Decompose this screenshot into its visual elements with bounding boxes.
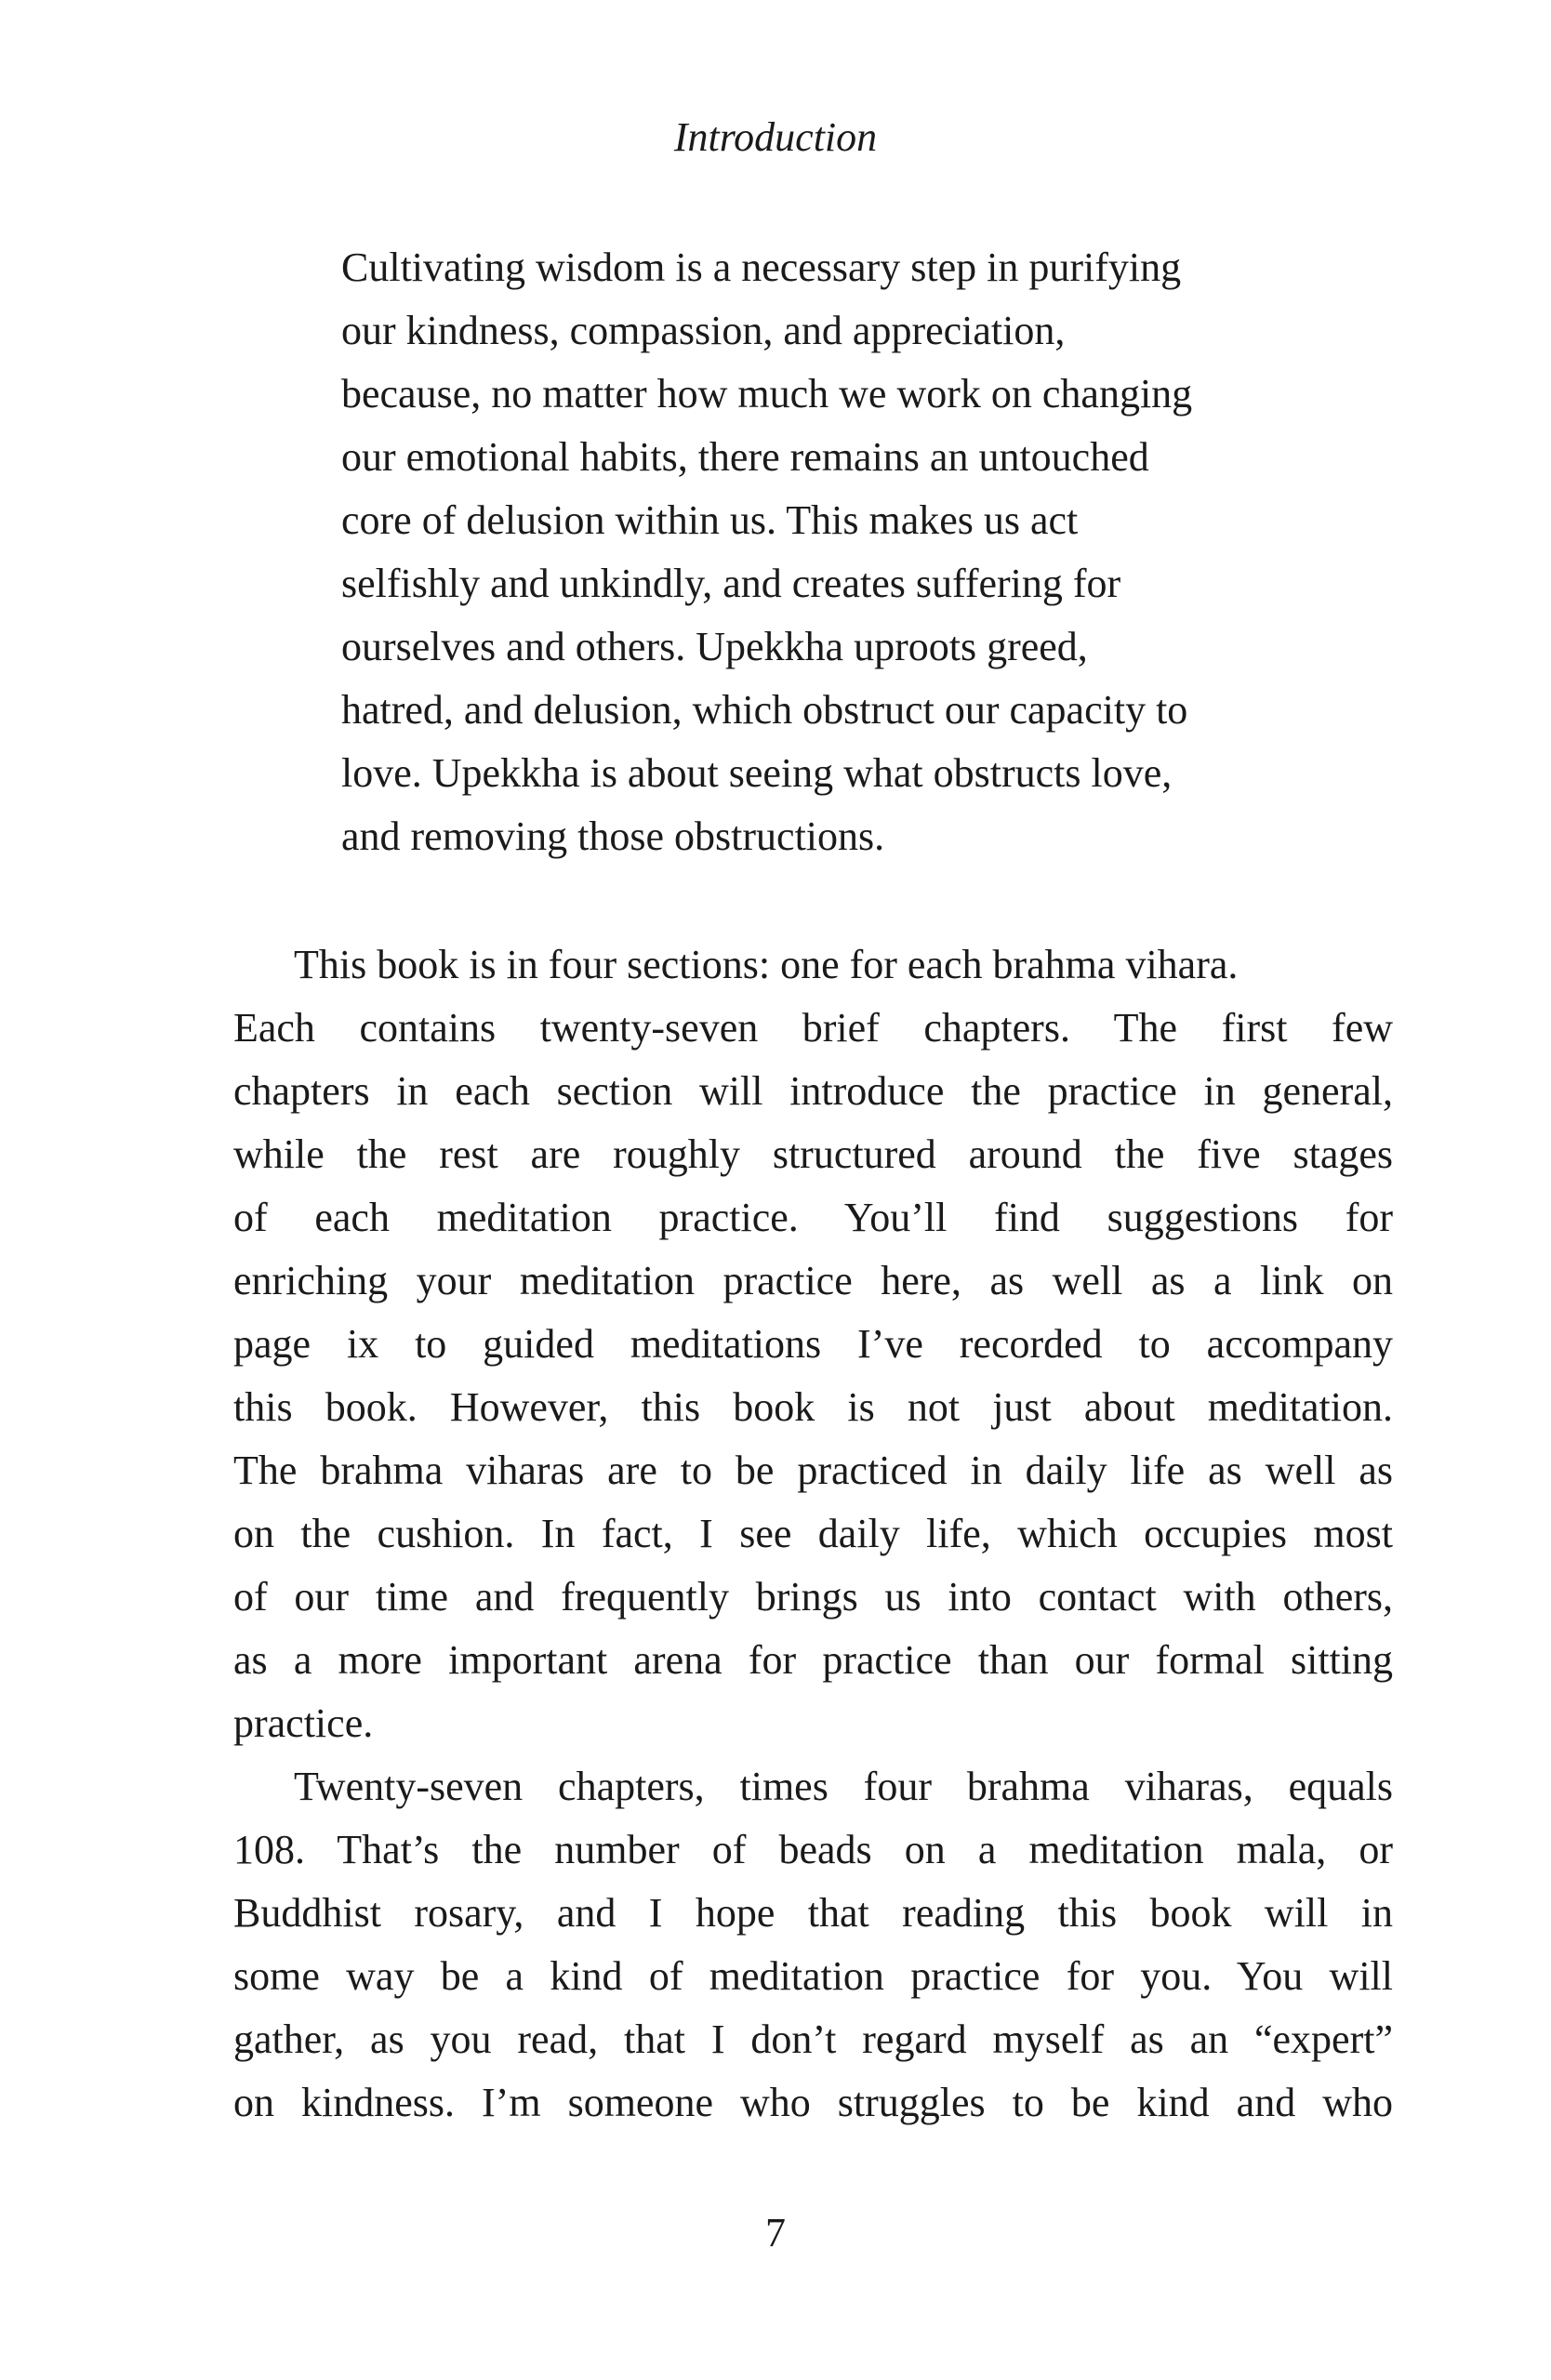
body-line: Twenty-seven chapters, times four brahma viharas, equals [294, 1764, 1393, 1809]
quote-line: core of delusion within us. This makes us act [341, 497, 1079, 543]
body-line: on kindness. I’m someone who struggles to be kind and who [233, 2080, 1393, 2125]
body-line: as a more important arena for practice than our formal sitting [233, 1637, 1393, 1683]
body-line: this book. However, this book is not just about meditation. [233, 1384, 1393, 1430]
body-line: The brahma viharas are to be practiced in daily life as well as [233, 1448, 1393, 1493]
body-line: chapters in each section will introduce the practice in general, [233, 1068, 1393, 1114]
quote-line: because, no matter how much we work on changing [341, 371, 1193, 416]
body-line: 108. That’s the number of beads on a meditation mala, or [233, 1827, 1393, 1872]
quote-line: hatred, and delusion, which obstruct our capacity to [341, 687, 1188, 733]
body-line: page ix to guided meditations I’ve recorded to accompany [233, 1321, 1393, 1367]
page-number: 7 [765, 2210, 786, 2255]
body-line: of each meditation practice. You’ll find suggestions for [233, 1195, 1393, 1240]
body-line: on the cushion. In fact, I see daily life, which occupies most [233, 1511, 1393, 1556]
body-line: while the rest are roughly structured around the five stages [233, 1131, 1393, 1177]
quote-line: Cultivating wisdom is a necessary step in purifying [341, 245, 1182, 290]
body-line: This book is in four sections: one for each brahma vihara. [294, 942, 1239, 987]
body-line: some way be a kind of meditation practice for you. You will [233, 1953, 1393, 1999]
body-line: enriching your meditation practice here, as well as a link on [233, 1258, 1393, 1303]
quote-line: ourselves and others. Upekkha uproots greed, [341, 624, 1088, 669]
body-line: Each contains twenty-seven brief chapters. The first few [233, 1005, 1393, 1051]
quote-line: our kindness, compassion, and appreciation, [341, 308, 1066, 353]
quote-line: and removing those obstructions. [341, 813, 885, 859]
quote-line: selfishly and unkindly, and creates suffering for [341, 561, 1121, 606]
body-line: Buddhist rosary, and I hope that reading this book will in [233, 1890, 1393, 1936]
running-header: Introduction [673, 114, 878, 160]
quote-line: our emotional habits, there remains an untouched [341, 434, 1149, 480]
body-line: gather, as you read, that I don’t regard myself as an “expert” [233, 2016, 1393, 2062]
quote-line: love. Upekkha is about seeing what obstructs love, [341, 750, 1173, 796]
body-line: of our time and frequently brings us into contact with others, [233, 1574, 1393, 1620]
body-line: practice. [233, 1700, 374, 1746]
